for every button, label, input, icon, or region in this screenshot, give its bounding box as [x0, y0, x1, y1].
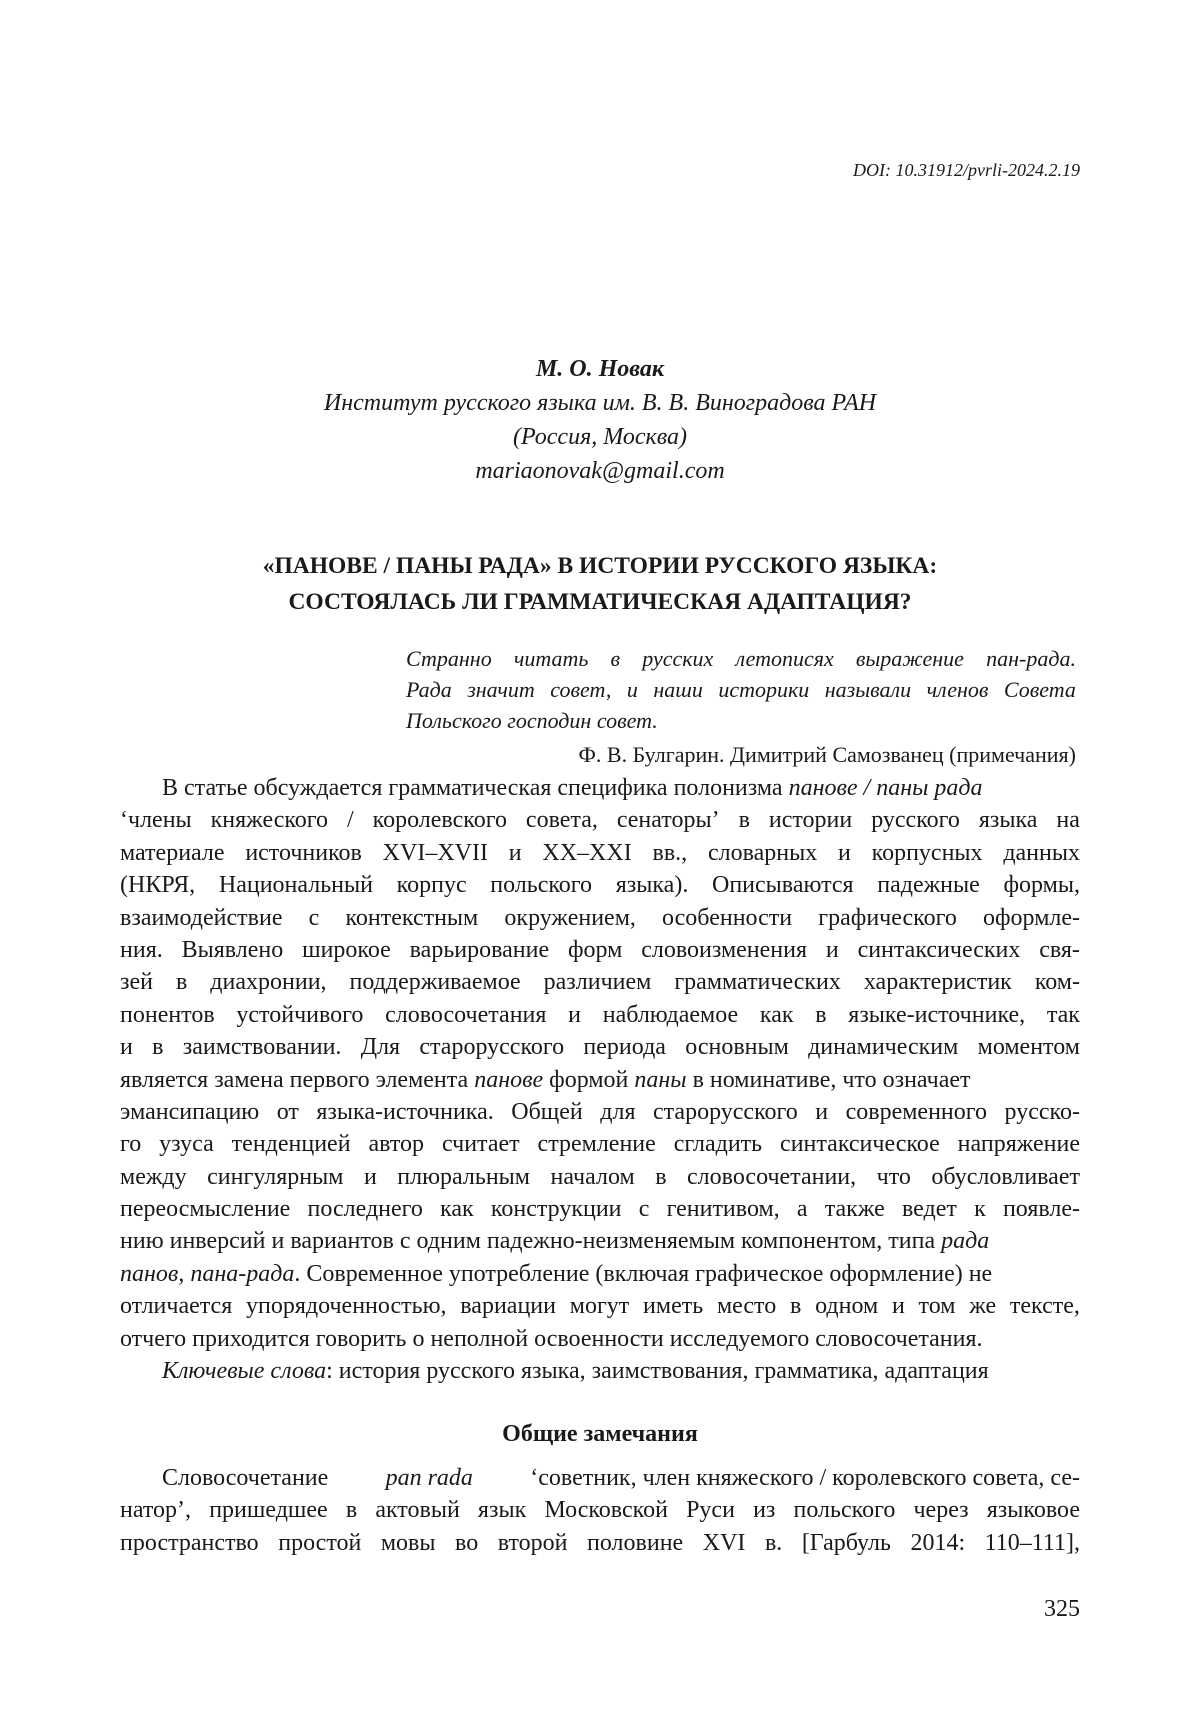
section-line [120, 1527, 1080, 1559]
word: наши [653, 677, 703, 702]
word: Национальный [218, 872, 373, 899]
doi-label: DOI: 10.31912/pvrli-2024.2.19 [853, 160, 1080, 180]
word: старорусского [419, 1034, 565, 1061]
word: от [276, 1098, 299, 1125]
word: сингулярным [207, 1163, 344, 1190]
word: узуса [159, 1131, 214, 1158]
word: поддерживаемое [349, 969, 521, 996]
abstract-line [120, 1031, 1080, 1063]
word: вв., [652, 839, 688, 866]
word: динамическим [808, 1034, 959, 1061]
word: началом [550, 1163, 635, 1190]
word: королевского [372, 807, 507, 834]
abstract-line-10-mid: формой [543, 1066, 635, 1093]
word: в [789, 1293, 802, 1320]
word: совет, [550, 677, 612, 702]
term-pany: паны [634, 1066, 687, 1093]
word: формы, [1003, 872, 1080, 899]
word: материале [120, 839, 225, 866]
word: что [876, 1163, 911, 1190]
word: контекстным [345, 904, 479, 931]
abstract-line [120, 1193, 1080, 1225]
section-heading: Общие замечания [502, 1421, 698, 1447]
word: к [974, 1196, 986, 1223]
word: из [753, 1497, 776, 1524]
word: и [568, 1001, 581, 1028]
epigraph-line-1 [406, 643, 1076, 674]
word: Общей [511, 1098, 583, 1125]
word: Московской [544, 1497, 668, 1524]
abstract-line [120, 902, 1080, 934]
word: в [655, 1163, 667, 1190]
word: графического [818, 904, 957, 931]
title-line-2: СОСТОЯЛАСЬ ЛИ ГРАММАТИЧЕСКАЯ АДАПТАЦИЯ? [288, 589, 912, 615]
abstract-line [120, 1161, 1080, 1193]
word: диахронии, [210, 969, 327, 996]
word: понентов [120, 1001, 215, 1028]
word: грамматических [674, 969, 841, 996]
word: язык [477, 1497, 527, 1524]
abstract-line-18-text: отчего приходится говорить о неполной освоенности исследуемого словосочетания. [120, 1325, 983, 1352]
word: XVI–XVII [382, 839, 488, 866]
word: летописях [735, 646, 834, 671]
word: том [918, 1293, 956, 1320]
word: ведет [901, 1196, 957, 1223]
word: языка-источника. [316, 1098, 494, 1125]
author-email[interactable]: mariaonovak@gmail.com [475, 458, 725, 484]
word: словосочетании, [687, 1163, 857, 1190]
word: генитивом, [666, 1196, 780, 1223]
author-name: М. О. Новак [535, 356, 665, 382]
term-pan-rada: pan rada [385, 1465, 473, 1491]
word: синтаксическое [780, 1131, 940, 1158]
word: читать [513, 646, 589, 671]
abstract-line-10 [120, 1064, 1080, 1096]
section-line-1-start: Словосочетание [162, 1465, 335, 1491]
abstract-line [120, 1128, 1080, 1160]
word: так [1046, 1001, 1080, 1028]
word: в [152, 1034, 164, 1061]
word: натор’, [120, 1497, 192, 1524]
word: в [610, 646, 621, 671]
word: русско- [1004, 1098, 1080, 1125]
word: языка [978, 807, 1038, 834]
keywords-label: Ключевые слова [162, 1358, 327, 1385]
section-line-1-end: ‘советник, член княжеского / королевского совета, се- [524, 1465, 1080, 1491]
word: Рада [406, 677, 452, 702]
abstract-line [120, 837, 1080, 869]
word: XX–XXI [542, 839, 632, 866]
article-title [150, 548, 1050, 620]
word: простой [278, 1529, 362, 1556]
abstract-line [120, 869, 1080, 901]
word: во [455, 1529, 479, 1556]
word: ком- [1034, 969, 1080, 996]
word: и [363, 1163, 377, 1190]
word: Выявлено [181, 936, 284, 963]
word: го [120, 1131, 142, 1158]
word: сенаторы’ [616, 807, 720, 834]
word: отличается [120, 1293, 233, 1320]
abstract-line [120, 1096, 1080, 1128]
abstract-line-16-end: . Современное употребление (включая графическое оформление) не [294, 1260, 993, 1287]
word: и [825, 936, 839, 963]
word: источников [245, 839, 362, 866]
word: языка). [615, 872, 689, 899]
word: считает [441, 1131, 520, 1158]
word: последнего [307, 1196, 423, 1223]
keywords-line [120, 1355, 1080, 1387]
word: стремление [537, 1131, 656, 1158]
word: падежные [877, 872, 980, 899]
word: совета, [525, 807, 598, 834]
abstract-line [120, 1290, 1080, 1322]
word: место [716, 1293, 777, 1320]
word: словосочетания [385, 1001, 547, 1028]
term-rada: рада [941, 1228, 990, 1255]
word: особенности [662, 904, 793, 931]
abstract-line-16-sep: , [178, 1260, 191, 1287]
word: с [638, 1196, 650, 1223]
word: в [345, 1497, 358, 1524]
author-block [0, 352, 1200, 488]
abstract-line [120, 804, 1080, 836]
word: наблюдаемое [602, 1001, 739, 1028]
word: Совета [1003, 677, 1076, 702]
word: широкое [302, 936, 391, 963]
section-body [120, 1462, 1080, 1559]
word: русских [642, 646, 714, 671]
term-pana-rada: пана-рада [190, 1260, 295, 1287]
word: мовы [380, 1529, 436, 1556]
word: конструкции [490, 1196, 622, 1223]
word: Для [360, 1034, 401, 1061]
term-panov: панов [120, 1260, 179, 1287]
word: и [891, 1293, 905, 1320]
word: и [626, 677, 638, 702]
word: периода [583, 1034, 666, 1061]
word: называли [824, 677, 912, 702]
word: моментом [977, 1034, 1080, 1061]
term-panove-pany-rada: панове / паны рада [788, 775, 983, 801]
word: словарных [707, 839, 818, 866]
word: форм [567, 936, 623, 963]
word: Странно [406, 646, 492, 671]
word: / [347, 807, 354, 834]
word: истории [768, 807, 853, 834]
word: же [969, 1293, 997, 1320]
word: на [1056, 807, 1080, 834]
word: и [815, 1098, 829, 1125]
word: словоизменения [641, 936, 808, 963]
word: характеристик [863, 969, 1012, 996]
word: пришедшее [209, 1497, 328, 1524]
word: переосмысление [120, 1196, 291, 1223]
word: между [120, 1163, 187, 1190]
word: данных [1003, 839, 1080, 866]
word: и [508, 839, 522, 866]
word: ния. [120, 936, 163, 963]
word: половине [587, 1529, 684, 1556]
word: окружением, [504, 904, 636, 931]
word: плюральным [397, 1163, 530, 1190]
word: Руси [686, 1497, 735, 1524]
word: пан-рада. [986, 646, 1076, 671]
word: оформле- [983, 904, 1080, 931]
word: как [440, 1196, 474, 1223]
abstract-line [120, 966, 1080, 998]
abstract-line-10-text: является замена первого элемента [120, 1066, 475, 1093]
word: вариации [460, 1293, 556, 1320]
word: через [913, 1497, 969, 1524]
abstract-line-10-end: в номинативе, что означает [686, 1066, 971, 1093]
word: и [838, 839, 851, 866]
word: XVI [702, 1529, 746, 1556]
word: пространство [120, 1529, 259, 1556]
word: варьирование [409, 936, 550, 963]
word: иметь [643, 1293, 704, 1320]
word: устойчивого [236, 1001, 364, 1028]
word: актовый [375, 1497, 460, 1524]
word: как [759, 1001, 794, 1028]
word: синтаксических [857, 936, 1021, 963]
word: различием [543, 969, 652, 996]
word: старорусского [653, 1098, 798, 1125]
word: в [815, 1001, 827, 1028]
word: второй [497, 1529, 568, 1556]
epigraph-line-2 [406, 674, 1076, 705]
word: в [175, 969, 188, 996]
abstract-line-15 [120, 1225, 1080, 1257]
author-location: (Россия, Москва) [512, 424, 688, 450]
word: появле- [1002, 1196, 1080, 1223]
word: языковое [986, 1497, 1080, 1524]
word: тенденцией [231, 1131, 351, 1158]
word: в. [764, 1529, 783, 1556]
term-panove: панове [474, 1066, 544, 1093]
word: зей [120, 969, 153, 996]
word: 110–111], [984, 1529, 1080, 1556]
word: значит [467, 677, 535, 702]
word: заимствовании. [182, 1034, 342, 1061]
word: в [738, 807, 750, 834]
abstract-line-1 [120, 772, 1080, 804]
page-number: 325 [1044, 1596, 1080, 1622]
word: ‘члены [120, 807, 192, 834]
author-institution: Институт русского языка им. В. В. Виноградова РАН [323, 390, 877, 416]
word: (НКРЯ, [120, 872, 196, 899]
section-line-1 [120, 1462, 1080, 1494]
word: польского [490, 872, 593, 899]
word: княжеского [210, 807, 329, 834]
epigraph [406, 643, 1076, 770]
section-line [120, 1494, 1080, 1526]
word: свя- [1039, 936, 1080, 963]
abstract-line [120, 934, 1080, 966]
word: одном [815, 1293, 879, 1320]
word: сгладить [673, 1131, 763, 1158]
word: могут [569, 1293, 630, 1320]
word: напряжение [957, 1131, 1080, 1158]
abstract [120, 772, 1080, 1387]
keywords-text: : история русского языка, заимствования, грамматика, адаптация [326, 1358, 989, 1385]
word: основным [685, 1034, 789, 1061]
word: автор [368, 1131, 425, 1158]
word: тексте, [1009, 1293, 1080, 1320]
word: современного [845, 1098, 988, 1125]
word: [Гарбуль [801, 1529, 891, 1556]
word: эмансипацию [120, 1098, 260, 1125]
word: польского [793, 1497, 896, 1524]
word: корпус [396, 872, 467, 899]
word: Описываются [712, 872, 854, 899]
word: для [600, 1098, 636, 1125]
abstract-line-16 [120, 1258, 1080, 1290]
word: также [824, 1196, 885, 1223]
word: выражение [855, 646, 964, 671]
word: упорядоченностью, [246, 1293, 447, 1320]
word: а [796, 1196, 808, 1223]
abstract-line [120, 1323, 1080, 1355]
word: с [308, 904, 320, 931]
word: 2014: [910, 1529, 966, 1556]
epigraph-line-3: Польского господин совет. [406, 708, 658, 733]
abstract-line-1-text: В статье обсуждается грамматическая специфика полонизма [162, 775, 789, 801]
abstract-line-15-text: нию инверсий и вариантов с одним падежно-неизменяемым компонентом, типа [120, 1228, 942, 1255]
word: языке-источнике, [848, 1001, 1026, 1028]
word: историки [718, 677, 810, 702]
word: взаимодействие [120, 904, 283, 931]
title-line-1: «ПАНОВЕ / ПАНЫ РАДА» В ИСТОРИИ РУССКОГО ЯЗЫКА: [262, 553, 938, 579]
epigraph-source: Ф. В. Булгарин. Димитрий Самозванец (примечания) [578, 742, 1076, 767]
word: русского [871, 807, 960, 834]
word: членов [926, 677, 989, 702]
abstract-line [120, 999, 1080, 1031]
word: обусловливает [931, 1163, 1080, 1190]
word: и [120, 1034, 133, 1061]
word: корпусных [871, 839, 983, 866]
